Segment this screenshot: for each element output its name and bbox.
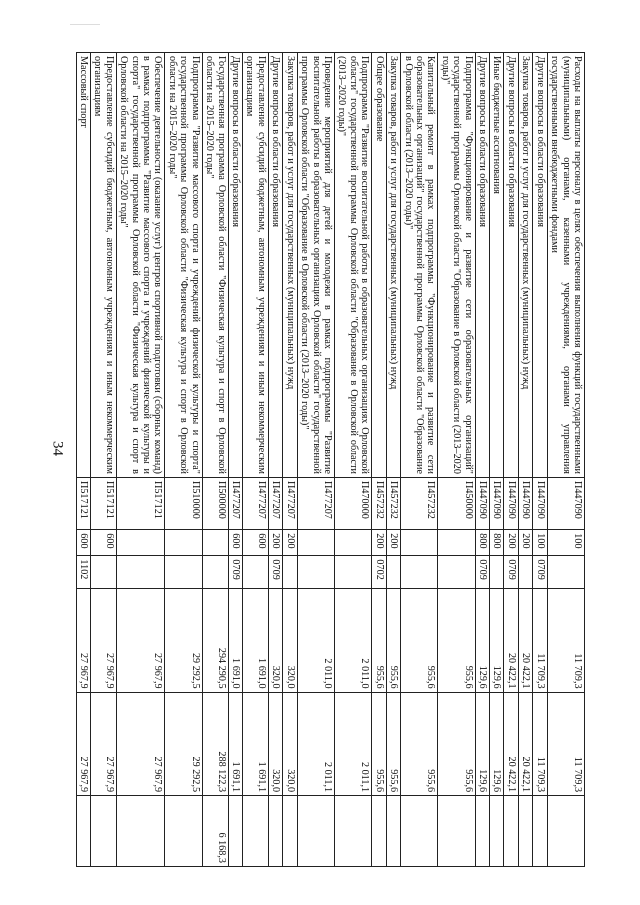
cell-name: Предоставление субсидий бюджетным, автономным учреждениям и иным некоммерческим организациям (90, 53, 116, 478)
table-row (504, 53, 518, 867)
budget-table-body (76, 53, 584, 867)
cell-regional: 27 967,9 (90, 692, 116, 796)
cell-target-code: П450000 (438, 477, 475, 529)
cell-total: 20 422,1 (504, 589, 518, 693)
cell-expense-type: 200 (504, 530, 518, 556)
cell-section-code (243, 556, 269, 589)
cell-federal (372, 796, 386, 867)
cell-total: 2 011,0 (334, 589, 371, 693)
cell-federal (243, 796, 269, 867)
budget-table (76, 52, 585, 867)
cell-total: 955,6 (438, 589, 475, 693)
cell-name: Закупка товаров, работ и услуг для государственных (муниципальных) нужд (386, 53, 400, 478)
cell-federal: 6 168,3 (202, 796, 228, 867)
cell-total: 955,6 (401, 589, 438, 693)
cell-target-code: П457232 (386, 477, 400, 529)
cell-target-code: П477207 (283, 477, 297, 529)
cell-regional: 11 709,3 (533, 692, 547, 796)
cell-name: Подпрограмма "Развитие воспитательной работы в образовательных организациях Орловской области" государственной программы Орловской области "Образование в Орловской области (2013–2020 годы)" (334, 53, 371, 478)
cell-total: 20 422,1 (518, 589, 532, 693)
cell-section-code (490, 556, 504, 589)
cell-federal (386, 796, 400, 867)
table-row (533, 53, 547, 867)
cell-name: Государственная программа Орловской области "Физическая культура и спорт в Орловской области на 2015–2020 годы" (202, 53, 228, 478)
cell-name: Проведение мероприятий для детей и молодежи в рамках подпрограммы "Развитие воспитательной работы в образовательных организациях Орловской области" государственной программы Орловской области "Образование в Орловской области (2013–2020 годы)" (297, 53, 334, 478)
cell-target-code: П470000 (334, 477, 371, 529)
cell-federal (401, 796, 438, 867)
cell-federal (76, 796, 90, 867)
cell-target-code: П517121 (90, 477, 116, 529)
cell-name: Закупка товаров, работ и услуг для государственных (муниципальных) нужд (518, 53, 532, 478)
cell-expense-type: 600 (243, 530, 269, 556)
cell-total: 1 691,0 (228, 589, 242, 693)
cell-target-code: П447090 (490, 477, 504, 529)
cell-name: Другие вопросы в области образования (504, 53, 518, 478)
cell-section-code (165, 556, 202, 589)
cell-total: 11 709,3 (547, 589, 584, 693)
cell-total: 320,0 (283, 589, 297, 693)
table-row (116, 53, 165, 867)
cell-regional: 288 122,3 (202, 692, 228, 796)
table-row (90, 53, 116, 867)
cell-target-code: П517121 (116, 477, 165, 529)
cell-federal (228, 796, 242, 867)
cell-section-code (438, 556, 475, 589)
cell-expense-type (297, 530, 334, 556)
cell-name: Капитальный ремонт в рамках подпрограммы "Функционирование и развитие сети образовательных организаций" государственной программы Орловской области "Образование в Орловской области (2013–2020 годы)" (401, 53, 438, 478)
cell-target-code: П457232 (372, 477, 386, 529)
cell-expense-type (334, 530, 371, 556)
cell-section-code (334, 556, 371, 589)
cell-name: Другие вопросы в области образования (475, 53, 489, 478)
cell-federal (283, 796, 297, 867)
cell-regional: 29 292,5 (165, 692, 202, 796)
cell-target-code: П457232 (401, 477, 438, 529)
cell-name: Обеспечение деятельности (оказание услуг) центров спортивной подготовки (сборных команд) в рамках подпрограммы "Развитие массового спорта и учреждений физической культуры и спорта" государственной программы Орловской области "Физическая культура и спорт в Орловской области на 2015–2020 годы" (116, 53, 165, 478)
cell-section-code: 1102 (76, 556, 90, 589)
cell-expense-type: 200 (386, 530, 400, 556)
cell-expense-type (202, 530, 228, 556)
cell-regional: 955,6 (386, 692, 400, 796)
cell-federal (518, 796, 532, 867)
cell-regional: 27 967,9 (116, 692, 165, 796)
cell-regional: 129,6 (490, 692, 504, 796)
cell-section-code (202, 556, 228, 589)
cell-federal (334, 796, 371, 867)
cell-section-code (297, 556, 334, 589)
cell-section-code (90, 556, 116, 589)
cell-total: 1 691,0 (243, 589, 269, 693)
cell-federal (533, 796, 547, 867)
cell-expense-type (116, 530, 165, 556)
cell-regional: 2 011,1 (297, 692, 334, 796)
cell-regional: 320,0 (283, 692, 297, 796)
cell-federal (490, 796, 504, 867)
cell-total: 955,6 (372, 589, 386, 693)
cell-target-code: П447090 (533, 477, 547, 529)
table-row (386, 53, 400, 867)
cell-regional: 129,6 (475, 692, 489, 796)
cell-total: 27 967,9 (116, 589, 165, 693)
cell-name: Подпрограмма "Функционирование и развитие сети образовательных организаций" государственной программы Орловской области "Образование в Орловской области (2013–2020 годы)" (438, 53, 475, 478)
table-row (165, 53, 202, 867)
cell-section-code: 0709 (268, 556, 282, 589)
cell-total: 294 290,5 (202, 589, 228, 693)
cell-federal (547, 796, 584, 867)
cell-total: 27 967,9 (90, 589, 116, 693)
cell-expense-type: 800 (490, 530, 504, 556)
cell-section-code (116, 556, 165, 589)
cell-expense-type: 600 (90, 530, 116, 556)
cell-expense-type: 100 (533, 530, 547, 556)
cell-section-code (518, 556, 532, 589)
table-row (547, 53, 584, 867)
cell-expense-type: 100 (547, 530, 584, 556)
cell-expense-type: 800 (475, 530, 489, 556)
page-number: 34 (49, 441, 66, 456)
cell-expense-type: 600 (76, 530, 90, 556)
cell-name: Предоставление субсидий бюджетным, автономным учреждениям и иным некоммерческим организациям (243, 53, 269, 478)
cell-target-code: П477207 (297, 477, 334, 529)
cell-target-code: П447090 (518, 477, 532, 529)
table-row (372, 53, 386, 867)
cell-section-code: 0709 (228, 556, 242, 589)
cell-expense-type: 600 (228, 530, 242, 556)
cell-regional: 2 011,1 (334, 692, 371, 796)
table-row (490, 53, 504, 867)
cell-target-code: П517121 (76, 477, 90, 529)
cell-name: Другие вопросы в области образования (268, 53, 282, 478)
cell-regional: 1 691,1 (243, 692, 269, 796)
cell-total: 129,6 (490, 589, 504, 693)
cell-federal (90, 796, 116, 867)
cell-section-code: 0702 (372, 556, 386, 589)
table-row (268, 53, 282, 867)
table-row (202, 53, 228, 867)
cell-name: Массовый спорт (76, 53, 90, 478)
table-row (243, 53, 269, 867)
cell-target-code: П477207 (228, 477, 242, 529)
cell-total: 11 709,3 (533, 589, 547, 693)
cell-section-code: 0709 (504, 556, 518, 589)
table-row (475, 53, 489, 867)
cell-total: 320,0 (268, 589, 282, 693)
cell-federal (165, 796, 202, 867)
cell-expense-type (165, 530, 202, 556)
cell-total: 27 967,9 (76, 589, 90, 693)
cell-section-code (547, 556, 584, 589)
table-row (518, 53, 532, 867)
cell-total: 129,6 (475, 589, 489, 693)
cell-target-code: П447090 (475, 477, 489, 529)
cell-regional: 320,0 (268, 692, 282, 796)
cell-name: Подпрограмма "Развитие массового спорта и учреждений физической культуры и спорта" государственной программы Орловской области "Физическая культура и спорт в Орловской области на 2015–2020 годы" (165, 53, 202, 478)
cell-regional: 11 709,3 (547, 692, 584, 796)
table-row (401, 53, 438, 867)
table-row (297, 53, 334, 867)
table-row (228, 53, 242, 867)
cell-name: Расходы на выплаты персоналу в целях обеспечения выполнения функций государственными (муниципальными) органами, казенными учреждениями, органами управления государственными внебюджетными фондами (547, 53, 584, 478)
cell-expense-type: 200 (283, 530, 297, 556)
cell-regional: 20 422,1 (504, 692, 518, 796)
cell-expense-type (401, 530, 438, 556)
cell-name: Общее образование (372, 53, 386, 478)
cell-section-code (283, 556, 297, 589)
cell-target-code: П510000 (165, 477, 202, 529)
cell-federal (438, 796, 475, 867)
cell-regional: 955,6 (372, 692, 386, 796)
cell-federal (116, 796, 165, 867)
cell-federal (268, 796, 282, 867)
cell-expense-type (438, 530, 475, 556)
cell-regional: 1 691,1 (228, 692, 242, 796)
cell-expense-type: 200 (372, 530, 386, 556)
cell-expense-type: 200 (518, 530, 532, 556)
cell-regional: 955,6 (438, 692, 475, 796)
cell-section-code (401, 556, 438, 589)
cell-federal (475, 796, 489, 867)
cell-regional: 955,6 (401, 692, 438, 796)
cell-name: Другие вопросы в области образования (533, 53, 547, 478)
table-row (76, 53, 90, 867)
cell-name: Закупка товаров, работ и услуг для государственных (муниципальных) нужд (283, 53, 297, 478)
cell-target-code: П500000 (202, 477, 228, 529)
cell-regional: 20 422,1 (518, 692, 532, 796)
cell-target-code: П477207 (243, 477, 269, 529)
cell-expense-type: 200 (268, 530, 282, 556)
table-row (334, 53, 371, 867)
cell-federal (504, 796, 518, 867)
table-row (283, 53, 297, 867)
cell-federal (297, 796, 334, 867)
cell-regional: 27 967,9 (76, 692, 90, 796)
cell-name: Иные бюджетные ассигнования (490, 53, 504, 478)
cell-target-code: П477207 (268, 477, 282, 529)
cell-total: 2 011,0 (297, 589, 334, 693)
cell-target-code: П447090 (547, 477, 584, 529)
cell-section-code: 0709 (475, 556, 489, 589)
cell-target-code: П447090 (504, 477, 518, 529)
cell-total: 29 292,5 (165, 589, 202, 693)
cell-name: Другие вопросы в области образования (228, 53, 242, 478)
cell-section-code: 0709 (533, 556, 547, 589)
cell-total: 955,6 (386, 589, 400, 693)
table-row (438, 53, 475, 867)
cell-section-code (386, 556, 400, 589)
